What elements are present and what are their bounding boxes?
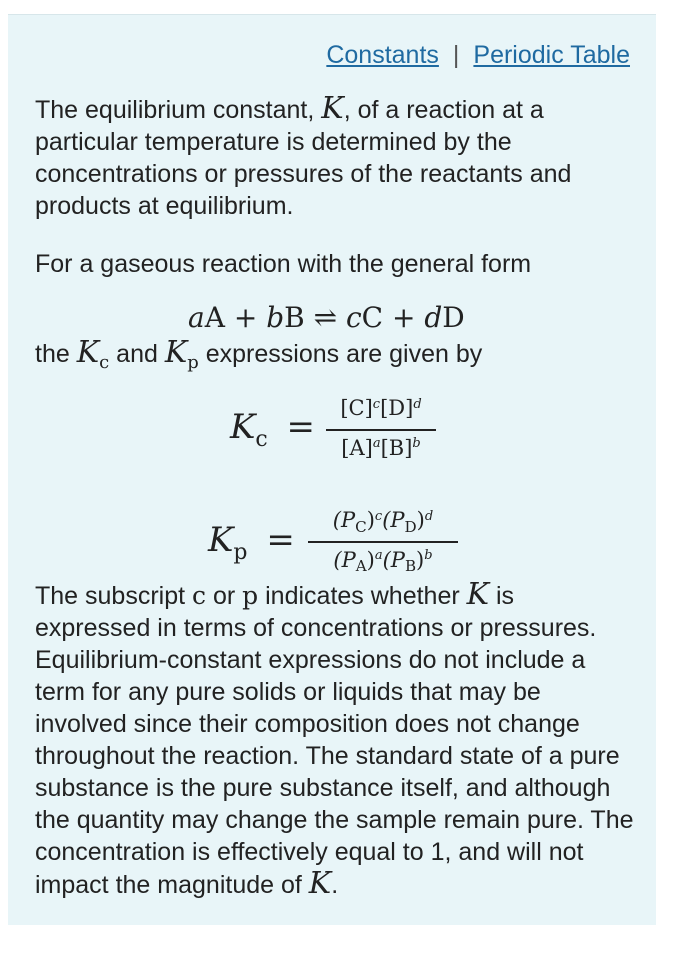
kc-den-b: [B]: [380, 435, 413, 460]
kc-exp-b: b: [412, 436, 421, 452]
kp-num-p1: (P: [332, 508, 356, 532]
kc-exp-a: a: [372, 436, 381, 452]
reaction-equation: [188, 301, 465, 334]
expr-the: the: [35, 340, 77, 368]
kp-lhs: [208, 520, 295, 565]
kc-exp-d: d: [413, 396, 422, 412]
kp-sub: p: [233, 540, 248, 565]
kc-symbol-inline: K: [76, 335, 100, 370]
links-bar: [326, 41, 630, 70]
kp-sub-inline: p: [187, 351, 199, 373]
kp-den-sub1: A: [355, 557, 367, 576]
intro-paragraph: [35, 93, 635, 222]
k-symbol-2: K: [466, 577, 490, 612]
kp-numerator: [308, 505, 458, 539]
sub-text-b: indicates whether: [258, 582, 467, 610]
coef-b: b: [266, 301, 285, 334]
kp-den-sub2: B: [404, 557, 417, 576]
expr-rest: expressions are given by: [198, 340, 483, 368]
intro-text-a: The equilibrium constant,: [35, 96, 322, 124]
kc-numerator: [326, 393, 436, 427]
k-symbol-3: K: [308, 866, 332, 901]
kp-den-close1: ): [366, 547, 375, 572]
coef-c: c: [345, 301, 362, 334]
intro-text-b: , of a reaction at a particular temperature is determined by the concentrations or pressures of the reactants and products at equilibrium.: [35, 96, 572, 220]
kc-exp-c: c: [372, 396, 381, 412]
kp-exp-d: d: [424, 508, 434, 524]
kc-sub: c: [255, 427, 268, 452]
kp-exp-c: c: [374, 508, 383, 524]
sub-text-a: The subscript: [35, 582, 193, 610]
kp-den-p2: (P: [382, 547, 405, 572]
coef-a: a: [188, 301, 205, 334]
species-a: A +: [204, 301, 267, 334]
kc-denominator: [326, 433, 436, 467]
kp-num-sub1: C: [355, 517, 367, 536]
kp-symbol-inline: K: [164, 335, 188, 370]
sub-text-c: is expressed in terms of concentrations or pressures. Equilibrium-constant expressions do not include a term for any pure solids or liquids that may be involved since their composition does not change throughout the reaction. The standard state of a pure substance is the pure substance itself, and although the quantity may change the sample remain pure. The concentration is effectively equal to 1, and will not impact the magnitude of: [35, 582, 634, 899]
kc-num-c: [C]: [340, 396, 373, 420]
periodic-table-link[interactable]: Periodic Table: [473, 41, 630, 69]
kp-exp-a: a: [374, 548, 383, 564]
kp-exp-b: b: [424, 548, 433, 564]
sub-p: p: [242, 581, 259, 610]
kc-k: K: [230, 407, 256, 447]
species-d: D: [442, 301, 465, 334]
kp-denominator: [308, 545, 458, 579]
kp-num-p2: (P: [382, 508, 405, 532]
kc-lhs: [230, 407, 316, 452]
expressions-line: [35, 337, 635, 373]
constants-link[interactable]: Constants: [326, 41, 439, 69]
sub-end: .: [331, 871, 339, 899]
kp-num-sub2: D: [404, 517, 417, 536]
kp-num-close2: ): [416, 508, 425, 532]
coef-d: d: [424, 301, 443, 334]
kc-equals: =: [286, 407, 316, 447]
kp-fraction: [308, 505, 458, 579]
kp-fraction-bar: [308, 541, 458, 543]
kp-den-p1: (P: [333, 547, 356, 572]
kp-equals: =: [266, 520, 295, 560]
general-form-text: For a gaseous reaction with the general form: [35, 250, 532, 278]
kc-sub-inline: c: [99, 351, 110, 373]
kp-num-close1: ): [366, 508, 375, 532]
subscript-paragraph: [35, 579, 635, 901]
species-c: C +: [361, 301, 425, 334]
kc-fraction: [326, 393, 436, 467]
expr-and: and: [109, 340, 165, 368]
sub-or: or: [206, 582, 243, 610]
info-panel: [8, 14, 656, 925]
sub-c: c: [192, 581, 207, 610]
kp-den-close2: ): [416, 547, 425, 572]
k-symbol: K: [321, 91, 344, 126]
kc-fraction-bar: [326, 429, 436, 431]
link-separator: |: [452, 41, 460, 69]
species-b: B ⇌: [284, 301, 346, 334]
kp-k: K: [208, 520, 234, 560]
kc-den-a: [A]: [341, 435, 373, 460]
kc-num-d: [D]: [380, 396, 414, 420]
